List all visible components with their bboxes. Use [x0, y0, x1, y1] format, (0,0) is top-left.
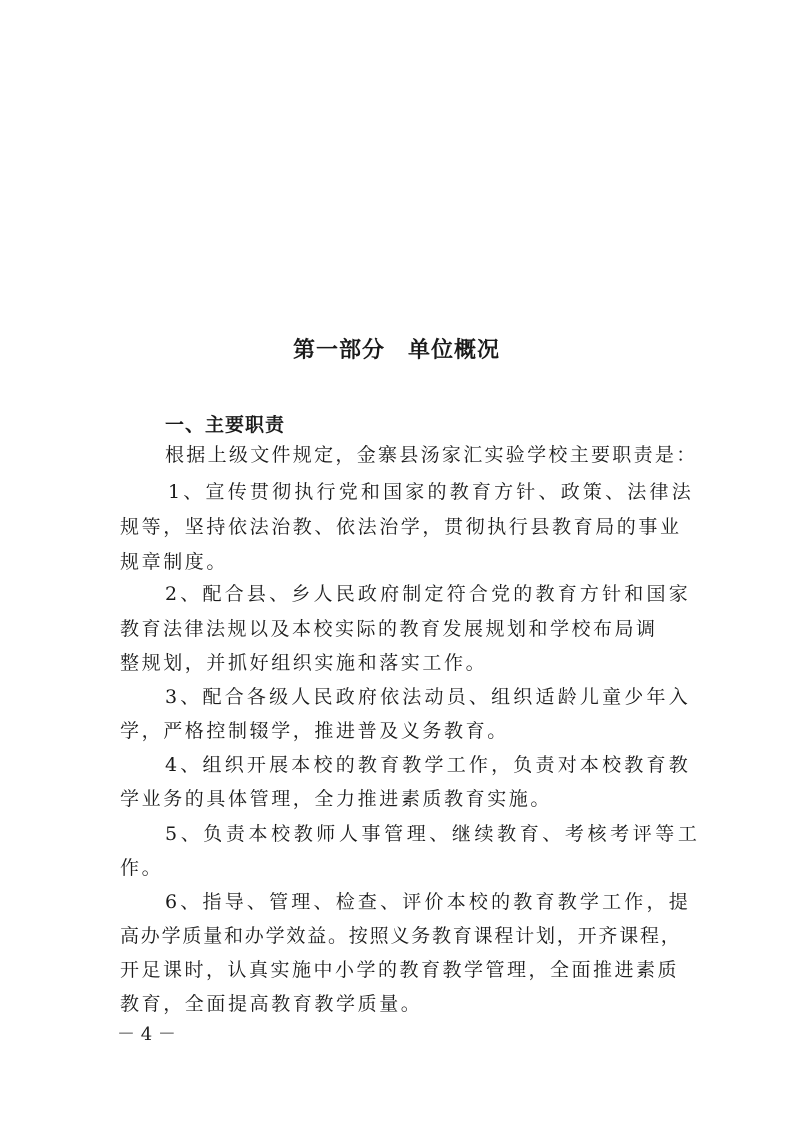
- part-title: 第一部分 单位概况: [292, 338, 500, 363]
- paragraph-line: 规章制度。: [120, 551, 229, 573]
- paragraph-line: 5、负责本校教师人事管理、继续教育、考核考评等工: [165, 823, 701, 845]
- page-number: － 4 －: [117, 1024, 176, 1045]
- paragraph-line: 1、宣传贯彻执行党和国家的教育方针、政策、法律法: [168, 481, 694, 503]
- paragraph-line: 教育法律法规以及本校实际的教育发展规划和学校布局调: [120, 618, 658, 640]
- paragraph-line: 作。: [120, 857, 164, 879]
- paragraph-line: 开足课时，认真实施中小学的教育教学管理，全面推进素质: [120, 959, 680, 981]
- paragraph-line: 整规划，并抓好组织实施和落实工作。: [120, 652, 488, 674]
- paragraph-line: 6、指导、管理、检查、评价本校的教育教学工作，提: [165, 891, 691, 913]
- paragraph-line: 2、配合县、乡人民政府制定符合党的教育方针和国家: [165, 583, 691, 605]
- paragraph-line: 根据上级文件规定，金寨县汤家汇实验学校主要职责是：: [165, 444, 698, 466]
- paragraph-line: 4、组织开展本校的教育教学工作，负责对本校教育教: [165, 754, 691, 776]
- paragraph-line: 3、配合各级人民政府依法动员、组织适龄儿童少年入: [165, 686, 691, 708]
- paragraph-line: 教育，全面提高教育教学质量。: [120, 993, 423, 1015]
- paragraph-line: 学业务的具体管理，全力推进素质教育实施。: [120, 788, 553, 810]
- paragraph-line: 规等，坚持依法治教、依法治学，贯彻执行县教育局的事业: [120, 516, 682, 538]
- section-heading: 一、主要职责: [165, 414, 286, 436]
- paragraph-line: 学，严格控制辍学，推进普及义务教育。: [120, 720, 509, 742]
- paragraph-line: 高办学质量和办学效益。按照义务教育课程计划，开齐课程，: [120, 925, 682, 947]
